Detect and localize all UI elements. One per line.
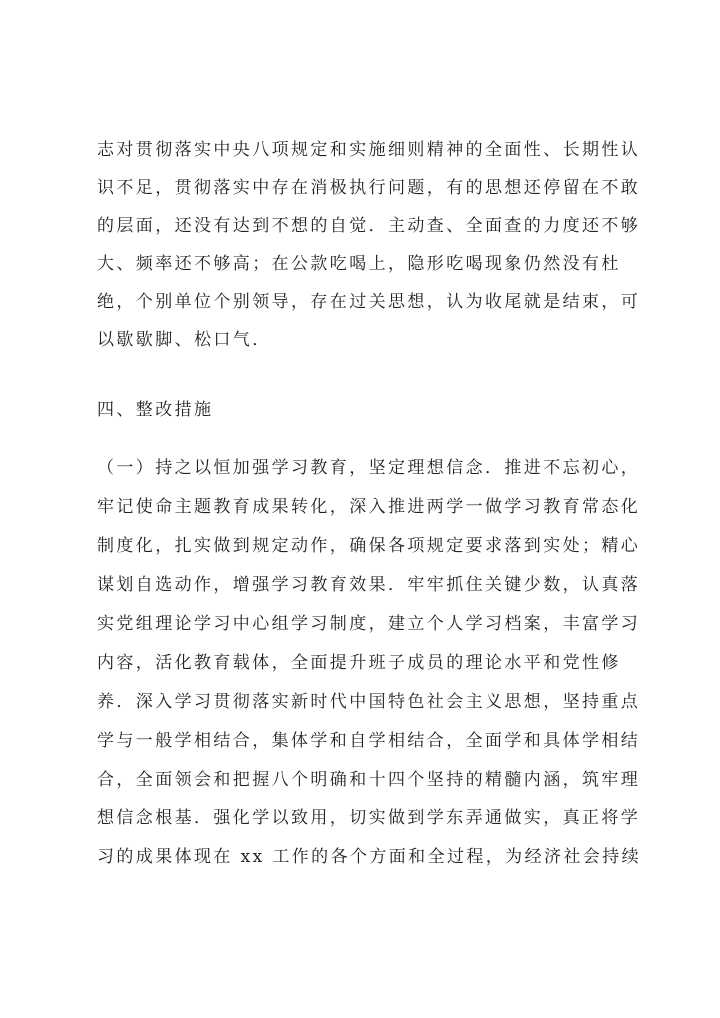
text-line: 实党组理论学习中心组学习制度，建立个人学习档案，丰富学习: [97, 614, 641, 634]
section-heading: 四、整改措施: [97, 400, 214, 420]
text-line: 大、频率还不够高；在公款吃喝上，隐形吃喝现象仍然没有杜: [97, 254, 621, 274]
text-line: 内容，活化教育载体，全面提升班子成员的理论水平和党性修: [97, 653, 621, 673]
text-line: 合，全面领会和把握八个明确和十四个坚持的精髓内涵，筑牢理: [97, 770, 641, 790]
text-line: 绝，个别单位个别领导，存在过关思想，认为收尾就是结束，可: [97, 292, 641, 312]
text-line: 养．深入学习贯彻落实新时代中国特色社会主义思想，坚持重点: [97, 692, 641, 712]
text-line: 志对贯彻落实中央八项规定和实施细则精神的全面性、长期性认: [97, 140, 641, 160]
text-line: 习的成果体现在 xx 工作的各个方面和全过程，为经济社会持续: [97, 847, 641, 867]
text-line: （一）持之以恒加强学习教育，坚定理想信念．推进不忘初心，: [97, 458, 641, 478]
text-line: 识不足，贯彻落实中存在消极执行问题，有的思想还停留在不敢: [97, 178, 641, 198]
text-line: 牢记使命主题教育成果转化，深入推进两学一做学习教育常态化: [97, 497, 641, 517]
text-line: 想信念根基．强化学以致用，切实做到学东弄通做实，真正将学: [97, 808, 641, 828]
text-line: 的层面，还没有达到不想的自觉．主动查、全面查的力度还不够: [97, 216, 641, 236]
text-line: 学与一般学相结合，集体学和自学相结合，全面学和具体学相结: [97, 731, 641, 751]
text-line: 制度化，扎实做到规定动作，确保各项规定要求落到实处；精心: [97, 536, 641, 556]
text-line: 以歇歇脚、松口气．: [97, 330, 272, 350]
text-line: 谋划自选动作，增强学习教育效果．牢牢抓住关键少数，认真落: [97, 575, 641, 595]
